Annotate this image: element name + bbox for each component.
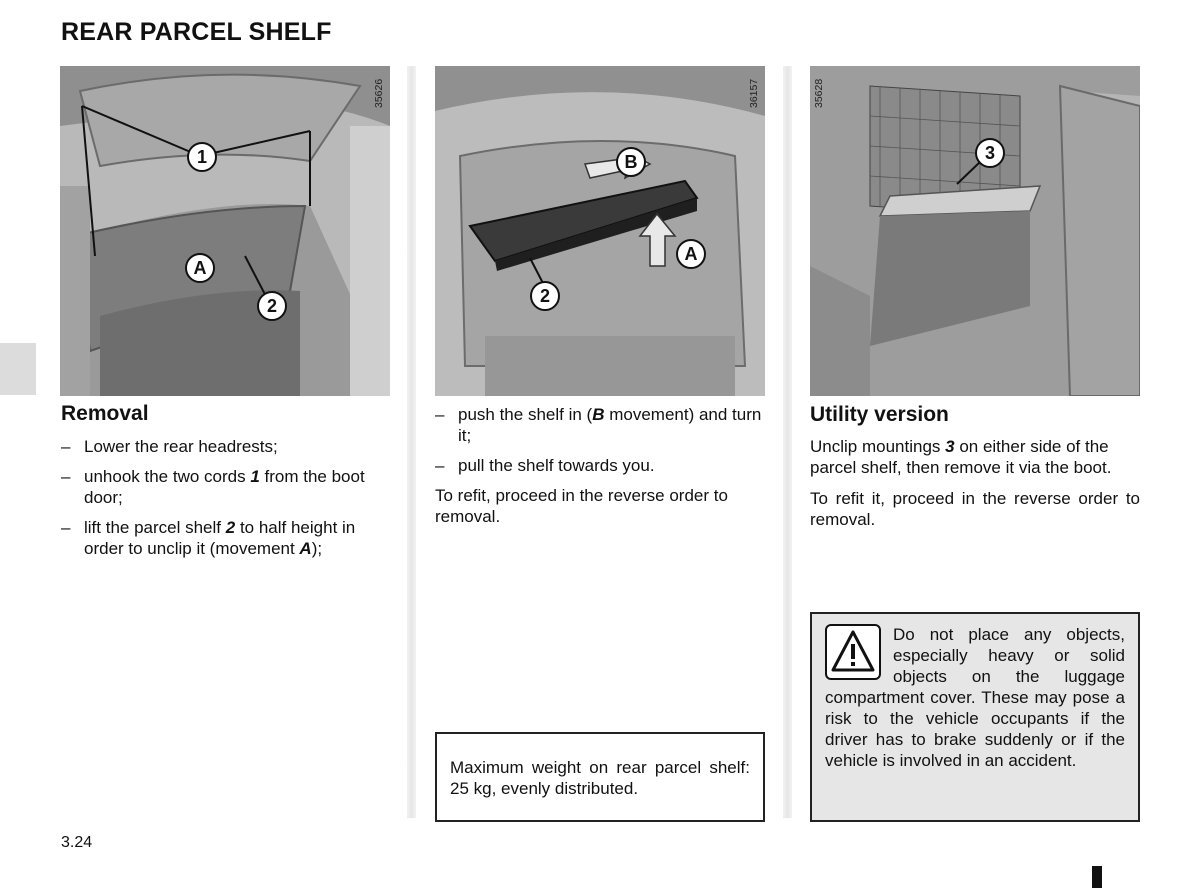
section-tab-marker	[0, 343, 36, 395]
image-ref-number: 35628	[813, 78, 825, 108]
removal-steps	[61, 436, 391, 568]
refit-text: To refit, proceed in the reverse order to removal.	[435, 486, 728, 526]
list-item: – unhook the two cords 1 from the boot door;	[61, 467, 365, 507]
list-item: – lift the parcel shelf 2 to half height in order to unclip it (movement A);	[61, 518, 356, 558]
photo-boot-cords	[60, 66, 390, 396]
image-ref-number: 35626	[373, 78, 385, 108]
shelf-steps	[435, 404, 765, 485]
photo-shelf-movement	[435, 66, 765, 396]
page-title: REAR PARCEL SHELF	[61, 18, 332, 46]
page-edge-marker	[1092, 866, 1102, 888]
callout-a: A	[185, 253, 215, 283]
list-item: – push the shelf in (B movement) and turn it;	[435, 405, 762, 445]
column-divider	[407, 66, 416, 818]
weight-note-box	[435, 732, 765, 822]
weight-note-text: Maximum weight on rear parcel shelf: 25 kg, evenly distributed.	[450, 758, 750, 798]
callout-2: 2	[530, 281, 560, 311]
list-item: – Lower the rear headrests;	[61, 437, 278, 456]
utility-heading: Utility version	[810, 403, 949, 426]
callout-b: B	[616, 147, 646, 177]
photo-utility-version	[810, 66, 1140, 396]
callout-2: 2	[257, 291, 287, 321]
utility-refit: To refit it, proceed in the reverse order to removal.	[810, 489, 1140, 529]
removal-heading: Removal	[61, 402, 149, 425]
warning-box	[810, 612, 1140, 822]
boot-open-illustration	[60, 66, 390, 396]
callout-3: 3	[975, 138, 1005, 168]
list-item: – pull the shelf towards you.	[435, 456, 655, 475]
utility-version-illustration	[810, 66, 1140, 396]
utility-instructions: Unclip mountings 3 on either side of the parcel shelf, then remove it via the boot.	[810, 437, 1112, 477]
warning-triangle-icon	[825, 624, 881, 680]
callout-a: A	[676, 239, 706, 269]
shelf-movement-illustration	[435, 66, 765, 396]
callout-1: 1	[187, 142, 217, 172]
warning-text: Do not place any objects, especially heavy or solid objects on the luggage compartment cover. These may pose a risk to the vehicle occupants if the driver has to brake suddenly or if the vehicle is involved in an accident.	[825, 625, 1125, 770]
column-divider	[783, 66, 792, 818]
image-ref-number: 36157	[748, 78, 760, 108]
page-number: 3.24	[61, 834, 93, 851]
